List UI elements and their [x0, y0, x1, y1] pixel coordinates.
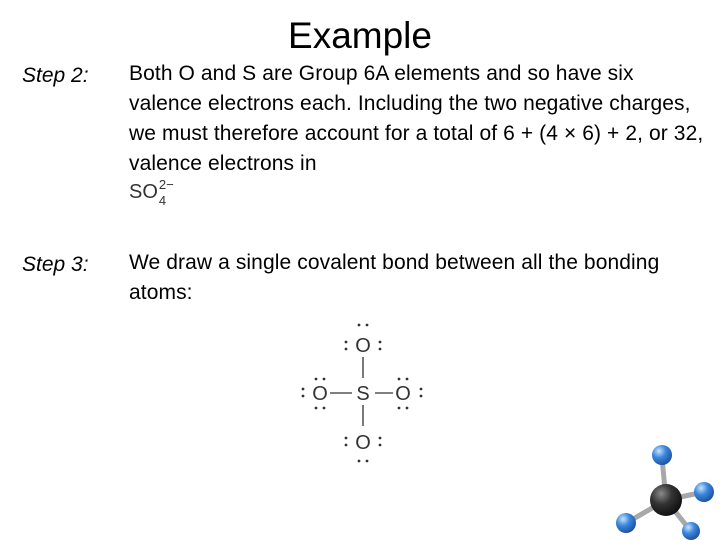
lewis-oxygen-right: O: [395, 383, 411, 405]
formula-subscript: 4: [158, 193, 167, 208]
formula-base: SO: [129, 181, 158, 203]
atom-blue-right: [682, 522, 700, 540]
step-3-label: Step 3:: [22, 253, 89, 276]
lewis-oxygen-top: O: [355, 335, 371, 357]
sulfate-formula: [129, 177, 180, 208]
atom-blue-left: [616, 513, 636, 533]
step-2-label: Step 2:: [22, 64, 89, 87]
step-2-text: Both O and S are Group 6A elements and so have six valence electrons each. Including the two negative charges, we must therefore account for a total of 6 + (4 × 6) + 2, or 32, valence electrons in: [129, 62, 704, 175]
atom-blue-back: [694, 482, 714, 502]
tetrahedral-molecule-model: [598, 440, 720, 540]
atom-blue-top: [652, 445, 672, 465]
lewis-oxygen-left: O: [312, 383, 328, 405]
lewis-oxygen-bottom: O: [355, 432, 371, 454]
step-3-text: We draw a single covalent bond between all the bonding atoms:: [129, 251, 660, 304]
formula-charge: 2−: [158, 177, 174, 192]
lewis-structure-diagram: [290, 312, 440, 472]
lewis-sulfur-center: S: [356, 383, 370, 405]
slide-title: Example: [288, 15, 432, 56]
atom-black-center: [650, 484, 682, 516]
